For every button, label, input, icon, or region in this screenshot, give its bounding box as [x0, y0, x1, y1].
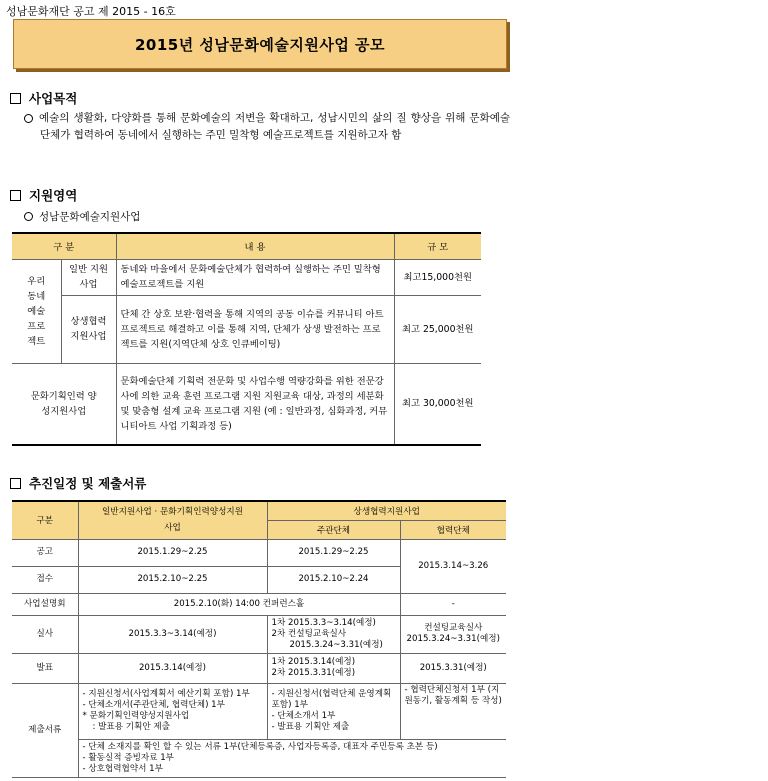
page-title: [13, 19, 507, 69]
header-scale: 규 모: [394, 233, 481, 259]
doc-line: - 단체소개서(주관단체, 협력단체) 1부: [82, 700, 225, 710]
table-row: [12, 615, 506, 653]
row-label: 사업설명회: [12, 593, 78, 615]
header-main-org: 주관단체: [267, 520, 400, 539]
coop-cell: [400, 683, 506, 739]
coop-cell: -: [400, 593, 506, 615]
section-schedule-heading: [10, 474, 146, 492]
header-content: 내 용: [116, 233, 394, 259]
table-header-row: [12, 501, 506, 520]
header-gubun: 구 분: [12, 233, 116, 259]
main-line: 2015.3.24~3.31(예정): [289, 639, 383, 650]
schedule-table: [12, 500, 506, 778]
table-row: [12, 295, 481, 363]
table-row: [12, 259, 481, 295]
section-heading-text: 지원영역: [29, 188, 78, 203]
table-row: [12, 653, 506, 683]
table-row: [12, 739, 506, 777]
doc-line: * 문화기획인력양성지원사업: [82, 711, 190, 721]
subsection-label: [24, 209, 140, 224]
table-row: [12, 539, 506, 566]
main-cell: [267, 615, 400, 653]
doc-line: - 단체 소재지를 확인 할 수 있는 서류 1부(단체등록증, 사업자등록증, 대표자 주민등록 초본 등): [82, 741, 438, 752]
header-general: 일반지원사업 · 문화기획인력양성지원사업: [78, 501, 267, 539]
main-cell: [267, 683, 400, 739]
type-cell: 일반 지원사업: [61, 259, 116, 295]
general-cell: [78, 683, 267, 739]
page-title-text: 2015년 성남문화예술지원사업 공모: [134, 35, 386, 54]
support-area-table: [12, 232, 481, 446]
doc-line: - 발표용 기획안 제출: [271, 722, 350, 732]
table-row: [12, 683, 506, 739]
doc-line: - 상호협력협약서 1부: [82, 763, 163, 774]
scale-cell: 최고 25,000천원: [394, 295, 481, 363]
section-area-heading: [10, 186, 77, 204]
main-cell: [267, 653, 400, 683]
content-cell: 동네와 마을에서 문화예술단체가 협력하여 실행하는 주민 밀착형 예술프로젝트를 지원: [116, 259, 394, 295]
scale-cell: 최고 30,000천원: [394, 363, 481, 445]
row-label: 제출서류: [12, 683, 78, 777]
header-coop-org: 협력단체: [400, 520, 506, 539]
coop-line: 2015.3.24~3.31(예정): [406, 634, 500, 644]
circle-bullet-icon: [24, 114, 33, 123]
general-cell: 2015.3.14(예정): [78, 653, 267, 683]
general-cell: 2015.3.3~3.14(예정): [78, 615, 267, 653]
group-cell: 우리 동네 예술 프로 젝트: [12, 259, 61, 363]
purpose-text: 예술의 생활화, 다양화를 통해 문화예술의 저변을 확대하고, 성남시민의 삶의 질 향상을 위해 문화예술단체가 협력하여 동네에서 실행하는 주민 밀착형 예술프로젝트를 지원하고자 함: [39, 112, 510, 141]
main-line: 1차 2015.3.14(예정): [271, 657, 356, 667]
row-label: 공고: [12, 539, 78, 566]
general-cell: 2015.1.29~2.25: [78, 539, 267, 566]
content-cell: 문화예술단체 기획력 전문화 및 사업수행 역량강화를 위한 전문강사에 의한 교육 훈련 프로그램 지원 지원교육 대상, 과정의 세분화 및 맞춤형 설계 교육 프로그램 지원 (예 : 일반과정, 심화과정, 커뮤니티아트 사업 기획과정 등): [116, 363, 394, 445]
table-row: [12, 593, 506, 615]
doc-line: - 단체소개서 1부: [271, 711, 336, 721]
section-purpose-heading: [10, 89, 77, 107]
general-cell: 2015.2.10~2.25: [78, 566, 267, 593]
purpose-text-block: [24, 110, 510, 144]
row-label: 실사: [12, 615, 78, 653]
type-cell: 상생협력 지원사업: [61, 295, 116, 363]
common-docs-cell: [78, 739, 506, 777]
coop-line: 컨설팅교육실사: [424, 623, 483, 633]
main-line: 2차 컨설팅교육실사: [271, 628, 347, 639]
subsection-text: 성남문화예술지원사업: [39, 211, 141, 223]
content-cell: 단체 간 상호 보완·협력을 통해 지역의 공동 이슈를 커뮤니티 아트 프로젝트로 해결하고 이를 통해 지역, 단체가 상생 발전하는 프로젝트를 지원(지역단체 상호 인큐베이팅): [116, 295, 394, 363]
header-sangsaeng: 상생협력지원사업: [267, 501, 506, 520]
coop-cell: 2015.3.31(예정): [400, 653, 506, 683]
header-gubun: 구분: [12, 501, 78, 539]
section-heading-text: 추진일정 및 제출서류: [29, 476, 147, 491]
doc-line: - 지원신청서(협력단체 운영계획 포함) 1부: [271, 689, 392, 710]
row-label: 접수: [12, 566, 78, 593]
checkbox-square-icon: [10, 478, 21, 489]
coop-cell: [400, 615, 506, 653]
scale-cell: 최고15,000천원: [394, 259, 481, 295]
doc-line: - 활동실적 증빙자료 1부: [82, 752, 174, 763]
section-heading-text: 사업목적: [29, 91, 78, 106]
doc-line: - 지원신청서(사업계획서 예산기획 포함) 1부: [82, 689, 250, 699]
doc-line: : 발표용 기획안 제출: [92, 722, 171, 732]
merged-cell: 2015.2.10(화) 14:00 컨퍼런스홀: [78, 593, 400, 615]
table-row: [12, 363, 481, 445]
main-line: 1차 2015.3.3~3.14(예정): [271, 617, 376, 628]
type-cell: 문화기획인력 양성지원사업: [12, 363, 116, 445]
coop-cell: 2015.3.14~3.26: [400, 539, 506, 593]
main-line: 2차 2015.3.31(예정): [271, 668, 356, 678]
circle-bullet-icon: [24, 212, 33, 221]
notice-number: 성남문화재단 공고 제 2015 - 16호: [6, 5, 176, 18]
main-cell: 2015.2.10~2.24: [267, 566, 400, 593]
main-cell: 2015.1.29~2.25: [267, 539, 400, 566]
doc-line: - 협력단체신청서 1부 (지원동기, 활동계획 등 작성): [404, 684, 502, 706]
table-header-row: [12, 233, 481, 259]
purpose-paragraph: [24, 110, 510, 144]
row-label: 발표: [12, 653, 78, 683]
checkbox-square-icon: [10, 93, 21, 104]
checkbox-square-icon: [10, 190, 21, 201]
